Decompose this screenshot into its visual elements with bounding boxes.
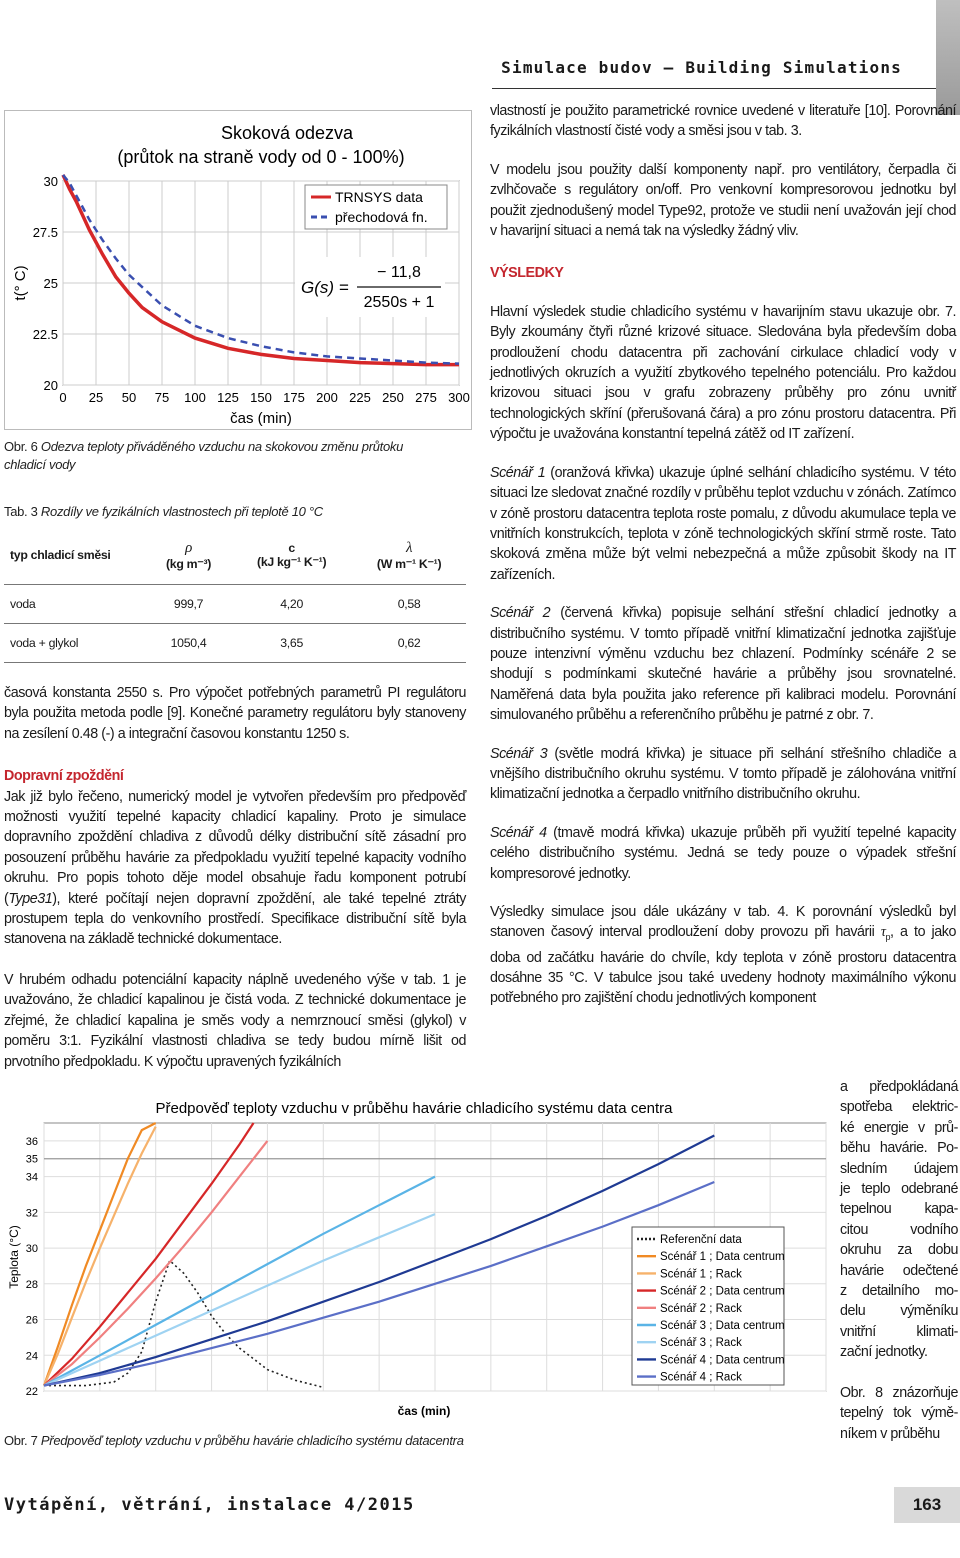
- fig6-chart: [5, 111, 471, 429]
- fig7-caption: [4, 1432, 524, 1450]
- fig7-ytick: 35: [25, 1153, 38, 1166]
- fig7-legend-entry: Scénář 3 ; Rack: [660, 1337, 742, 1350]
- fig6-ytick: 20: [43, 378, 58, 393]
- tab3-unit-c: (kJ kg⁻¹ K⁻¹): [257, 555, 327, 569]
- fig6-formula-num: − 11,8: [377, 264, 421, 281]
- fig6-xtick: 75: [154, 390, 170, 405]
- tab3-caption-text: Rozdíly ve fyzikálních vlastnostech při teplotě 10 °C: [37, 504, 323, 519]
- wrapped-line: sledním údajem: [840, 1160, 958, 1177]
- fig6-legend-trnsys: TRNSYS data: [335, 189, 423, 205]
- fig6-xtick: 200: [316, 390, 338, 405]
- fig6-caption: [4, 438, 444, 474]
- fig6-ytick: 27.5: [32, 225, 58, 240]
- left-paragraph-2: [4, 787, 466, 950]
- fig6-xlabel: čas (min): [230, 410, 292, 427]
- fig7-chart: [4, 1097, 830, 1419]
- fig7-ticks: [26, 1136, 38, 1398]
- tab3-caption-num: Tab. 3: [4, 504, 38, 519]
- fig7-ytick: 30: [25, 1243, 38, 1256]
- tab3-col-density: [146, 526, 231, 585]
- right-p4-a: Výsledky simulace jsou dále ukázány v tab. 4. K porovnání výsledků byl stanoven časový interval prodloužení doby provozu při havárii: [490, 904, 956, 941]
- wrapped-text-column-2: [840, 1383, 958, 1444]
- fig6-legend-fn: přechodová fn.: [335, 209, 428, 225]
- wrapped-line: delu výměníku: [840, 1303, 958, 1320]
- fig7-ytick: 36: [25, 1135, 38, 1148]
- right-paragraph-2: V modelu jsou použity další komponenty např. pro ventilátory, čerpadla či zvlhčovače s regulátory on/off. Pro venkovní kompresorovou jednotku byl použit zjednodušený model Type92, protože ve studii není uvažován její chod v havarijní situaci a nemá tak na výsledky žádný vliv.: [490, 161, 956, 240]
- scenario-2-paragraph: [490, 603, 956, 725]
- wrapped-line: níkem v průběhu: [840, 1425, 940, 1442]
- fig6-caption-text: Odezva teploty přiváděného vzduchu na skokovou změnu průtoku chladicí vody: [4, 439, 404, 472]
- tab3-cell: 999,7: [146, 585, 231, 624]
- fig6-xtick: 150: [250, 390, 272, 405]
- fig6-xtick: 125: [217, 390, 239, 405]
- wrapped-line: Obr. 8 znázorňuje: [840, 1385, 958, 1401]
- scenario-4-text: (tmavě modrá křivka) ukazuje průběh při využití tepelné kapacity celého distribučního systému. Jedná se tedy pouze o výpadek střešní kompresorové jednotky.: [490, 824, 956, 882]
- scenario-2-text: (červená křivka) popisuje selhání střešní chladicí jednotky a distribučního systému. V tomto případě vnitřní klimatizační jednotka zajišťuje pouze intenzivní výměnu vzduchu bez chlazení. Podmínky scénáře 2 se shodují s podmínkami skutečné havárie a průběhy jsou srovnatelné. Naměřená data byla použita jako reference při kalibraci modelu. Porovnání simulovaného průběhu a referenčního průběhu je patrné z obr. 7.: [490, 605, 957, 724]
- wrapped-line: havárie odečtené: [840, 1262, 958, 1279]
- tab3-cell: 1050,4: [146, 624, 231, 663]
- scenario-3-paragraph: [490, 744, 956, 805]
- tab3-col-heat: [231, 526, 352, 585]
- wrapped-line: tepelnou kapa-: [840, 1201, 958, 1218]
- fig7-ylabel: Teplota (°C): [7, 1225, 21, 1289]
- wrapped-line: citou vodního: [840, 1221, 958, 1238]
- scenario-1-text: (oranžová křivka) ukazuje úplné selhání chladicího systému. V této situaci lze sledovat značné rozdíly v průběhu teplot vzduchu v zónách. Zatímco v zóně prostoru datacentra teplota roste pomalu, z důvodu akumulace tepla ve vnitřních konstrukcích, teplota v zóně technologických skříní strmě roste. Tato skoková změna může být velmi nebezpečná a může způsobit škody na IT zařízeních.: [490, 464, 956, 583]
- fig6-xtick: 100: [184, 390, 206, 405]
- tab3-header-row: [4, 526, 466, 585]
- scenario-2-label: Scénář 2: [490, 605, 551, 622]
- left-paragraph-3: V hrubém odhadu potenciální kapacity náplně uvedeného výše v tab. 1 je uvažováno, že chladicí kapalinou je čistá voda. Z technické dokumentace je zřejmé, že chladicí kapalina je směs vody a nemrznoucí směsi (glykol) v poměru 3:1. Fyzikální vlastnosti chladiva se tedy budou mírně lišit od prvotního předpokladu. K výpočtu upravených fyzikálních: [4, 971, 466, 1070]
- fig6-xtick: 0: [59, 390, 67, 405]
- tab3-sym-lambda: λ: [405, 539, 413, 556]
- tab3-sym-c: c: [288, 541, 295, 555]
- fig7-ytick: 34: [25, 1171, 38, 1184]
- fig6-ytick: 25: [43, 276, 58, 291]
- fig6-caption-num: Obr. 6: [4, 439, 38, 454]
- fig7-ytick: 26: [25, 1314, 38, 1327]
- fig7-legend-entry: Scénář 1 ; Data centrum: [660, 1251, 785, 1264]
- wrapped-line: je teplo odebrané: [840, 1181, 958, 1198]
- right-paragraph-1: vlastností je použito parametrické rovnice uvedené v literatuře [10]. Porovnání fyzikálních vlastností čisté vody a směsi jsou v tab. 3.: [490, 103, 956, 140]
- fig7-ytick: 28: [25, 1278, 38, 1291]
- scenario-3-text: (světle modrá křivka) je situace při selhání střešního chladiče a vnějšího distribučního okruhu systému. V tomto případě je zálohována vnitřní klimatizační jednotka a čerpadlo vnitřního distribučního okruhu.: [490, 745, 956, 803]
- table-row: [4, 624, 466, 663]
- fig6-xtick: 225: [349, 390, 371, 405]
- tab3-cell: voda: [4, 585, 146, 624]
- fig6-title-line2: (průtok na straně vody od 0 - 100%): [117, 147, 405, 167]
- fig6-xtick: 25: [88, 390, 104, 405]
- fig7-caption-text: Předpověď teploty vzduchu v průběhu havárie chladicího systému datacentra: [37, 1433, 464, 1448]
- left-p2-a: Jak již bylo řečeno, numerický model je vytvořen především pro předpověď možnosti využití tepelné kapacity chladicí kapaliny. Proto je simulace dopravního zpoždění chladiva z důvodů délky distribuční sítě zásadní pro posouzení průběhu havárie za předpokladu využití tepelné kapacity vodního okruhu. Pro popis tohoto děje model obsahuje řadu komponent potrubí (: [4, 788, 466, 907]
- wrapped-line: ké energie v prů-: [840, 1119, 958, 1136]
- left-column: [4, 683, 466, 1072]
- tab3-sym-rho: ρ: [185, 539, 192, 556]
- fig7-ytick: 32: [25, 1207, 38, 1220]
- wrapped-line: vnitřní klimati-: [840, 1323, 958, 1340]
- fig6-ylabel: t(° C): [12, 265, 29, 301]
- tab3-col-type: typ chladicí směsi: [4, 526, 146, 585]
- fig7-legend-entry: Scénář 2 ; Rack: [660, 1302, 742, 1315]
- wrapped-line: tepelný tok výmě-: [840, 1405, 958, 1422]
- fig7-ytick: 22: [25, 1386, 38, 1398]
- tab3-unit-lambda: (W m⁻¹ K⁻¹): [376, 556, 442, 571]
- table-row: [4, 585, 466, 624]
- wrapped-text-column: [840, 1077, 958, 1363]
- fig6-xtick: 275: [415, 390, 437, 405]
- right-p4-b: , a to jako doba od začátku havárie do chvíle, kdy teplota v zóně prostoru datacentra dosáhne 35 °C. V tabulce jsou také uvedeny hodnoty maximálního výkonu potřebného pro zajištění chodu jednotlivých komponent: [490, 924, 956, 1007]
- side-tab: [936, 0, 960, 115]
- fig7-legend-entry: Scénář 4 ; Rack: [660, 1371, 742, 1384]
- left-p2-b: ), které počítají nejen dopravní zpoždění, ale také tepelné ztráty prostupem tepla do venkovního prostředí. Specifikace distribuční sítě byla stanovena na základě technické dokumentace.: [4, 890, 466, 948]
- fig6-ytick: 22.5: [32, 327, 58, 342]
- wrapped-line: spotřeba elektric-: [840, 1099, 958, 1116]
- right-paragraph-3: Hlavní výsledek studie chladicího systému v havarijním stavu ukazuje obr. 7. Byly zkoumány čtyři různé krizové situace. Sledována byla především doba prodloužení chodu datacentra při zachování cirkulace chladicí vody v jednotlivých okruzích a využití zbytkového tepelného potenciálu. Pro každou krizovou situaci jsou v grafu zobrazeny průběhy pro zónu uvnitř technologických skříní (přerušovaná čára) a pro zónu prostoru datacentra. Při výpočtu je uvažována konstantní tepelná zátěž od IT zařízení.: [490, 303, 956, 443]
- wrapped-line: zační jednotky.: [840, 1344, 928, 1361]
- fig7-legend: [632, 1227, 785, 1385]
- fig7-legend-entry: Scénář 3 ; Data centrum: [660, 1320, 785, 1332]
- page-number: 163: [894, 1487, 960, 1523]
- figure-7: [4, 1097, 830, 1419]
- right-column: [490, 101, 956, 1009]
- wrapped-line: okruhu za dobu: [840, 1242, 958, 1259]
- fig7-legend-entry: Scénář 2 ; Data centrum: [660, 1285, 785, 1298]
- fig7-legend-entry: Scénář 1 ; Rack: [660, 1268, 742, 1281]
- fig6-xtick: 300: [448, 390, 470, 405]
- tab3-cell: 0,58: [352, 585, 466, 624]
- tab3-cell: voda + glykol: [4, 624, 146, 663]
- footer-journal: Vytápění, větrání, instalace 4/2015: [4, 1495, 415, 1515]
- tau-symbol: τ: [880, 924, 886, 941]
- tab3-cell: 3,65: [231, 624, 352, 663]
- header-rule: [492, 88, 936, 89]
- tab3-cell: 0,62: [352, 624, 466, 663]
- wrapped-line: a předpokládaná: [840, 1079, 958, 1095]
- fig7-legend-entry: Referenční data: [660, 1234, 742, 1246]
- left-paragraph-1: časová konstanta 2550 s. Pro výpočet potřebných parametrů PI regulátoru byla použita metoda podle [9]. Konečné parametry regulátoru byly stanoveny na zesílení 0.48 (-) a integrační časovou konstantu 1250 s.: [4, 685, 466, 742]
- scenario-1-paragraph: [490, 463, 956, 585]
- left-p2-type31: Type31: [8, 890, 53, 907]
- fig6-title-line1: Skoková odezva: [220, 123, 354, 143]
- tab3-col-lambda: [352, 526, 466, 585]
- fig6-ytick: 30: [43, 174, 58, 189]
- scenario-1-label: Scénář 1: [490, 464, 546, 481]
- figure-6: [4, 110, 472, 430]
- tab3-caption: [4, 503, 464, 521]
- fig7-xlabel: čas (min): [397, 1404, 451, 1418]
- fig6-xtick: 50: [121, 390, 137, 405]
- right-paragraph-4: [490, 902, 956, 1009]
- fig6-xtick: 175: [283, 390, 305, 405]
- scenario-4-label: Scénář 4: [490, 824, 547, 841]
- tau-subscript: p: [885, 932, 891, 943]
- fig6-formula-den: 2550s + 1: [363, 294, 435, 311]
- fig7-ytick: 24: [25, 1350, 38, 1363]
- scenario-4-paragraph: [490, 823, 956, 884]
- fig6-formula-lhs: G(s) =: [301, 278, 349, 297]
- tab3-unit-rho: (kg m⁻³): [166, 556, 212, 571]
- fig6-xtick: 250: [382, 390, 404, 405]
- fig7-title: Předpověď teploty vzduchu v průběhu havárie chladicího systému data centra: [155, 1100, 673, 1117]
- heading-dopravni-zpozdeni: Dopravní zpoždění: [4, 768, 124, 785]
- table-3: [4, 526, 466, 663]
- wrapped-line: z detailního mo-: [840, 1283, 958, 1300]
- wrapped-line: běhu havárie. Po-: [840, 1140, 958, 1157]
- fig7-legend-entry: Scénář 4 ; Data centrum: [660, 1354, 785, 1367]
- running-header: Simulace budov — Building Simulations: [501, 58, 902, 77]
- tab3-cell: 4,20: [231, 585, 352, 624]
- heading-vysledky: VÝSLEDKY: [490, 265, 564, 282]
- table-3-wrap: [4, 526, 466, 663]
- fig7-caption-num: Obr. 7: [4, 1433, 38, 1448]
- scenario-3-label: Scénář 3: [490, 745, 548, 762]
- fig7-series-line: [44, 1177, 435, 1386]
